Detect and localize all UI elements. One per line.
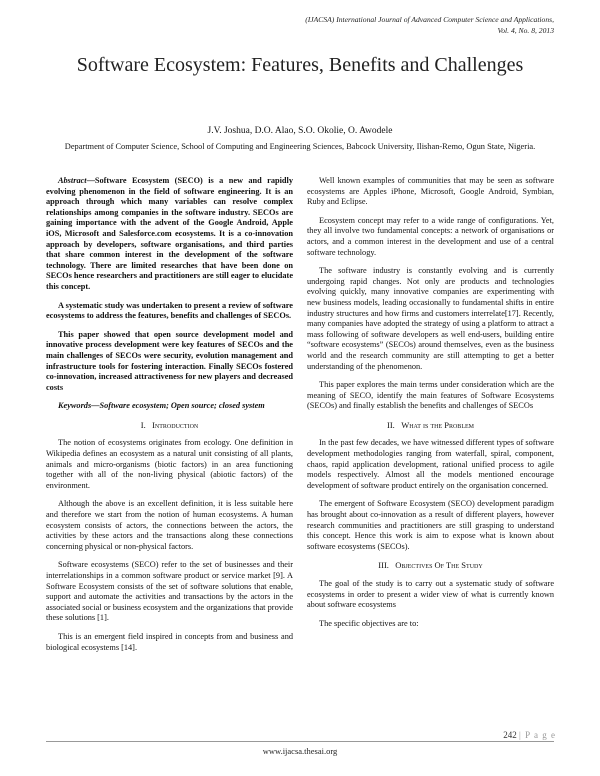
body-paragraph: In the past few decades, we have witnessed different types of software development methodologies ranging from waterfall, spiral, component, chaos, rapid application development, rational unified process to agile models respectively. Almost all the models mentioned encourage development of software product entirely on the organisation concerned. <box>307 438 554 490</box>
body-paragraph: This is an emergent field inspired in concepts from and business and biological ecosystems [14]. <box>46 631 293 652</box>
paper-title: Software Ecosystem: Features, Benefits and Challenges <box>76 54 524 76</box>
section-heading-introduction <box>46 420 293 431</box>
abstract-text: —Software Ecosystem (SECO) is a new and rapidly evolving phenomenon in the field of software engineering. It is an approach through which many variables can resolve complex relationships among companies in the software industry. SECOs are gaining importance with the advent of the Google Android, Apple iOS, Microsoft and Salesforce.com ecosystems. It is a co-innovation approach by developers, software organisations, and third parties that share common interest in the development of the software technology. There are limited researches that have been done on SECOs hence researchers and practitioners are still eager to elucidate this concept. <box>46 176 293 291</box>
page-number-value: 242 <box>503 730 517 740</box>
section-title: What is the Problem <box>401 419 474 430</box>
journal-volume: Vol. 4, No. 8, 2013 <box>497 26 554 35</box>
section-heading-problem <box>307 420 554 431</box>
abstract-paragraph-2: A systematic study was undertaken to present a review of software ecosystems to address the features, benefits and challenges of SECOs. <box>46 300 293 321</box>
body-paragraph: Software ecosystems (SECO) refer to the set of businesses and their interrelationships in a common software product or service market [9]. A Software Ecosystem consists of the set of software solutions that enable, support and automate the activities and transactions by the actors in the associated social or business ecosystem and the organizations that provide these solutions [1]. <box>46 560 293 623</box>
body-paragraph: The specific objectives are to: <box>319 618 419 628</box>
page-number <box>503 730 556 740</box>
body-paragraph: Ecosystem concept may refer to a wide range of configurations. Yet, they all involve two fundamental concepts: a network of organisations or actors, and a common interest in the development and use of a central software technology. <box>307 215 554 257</box>
body-paragraph: The emergent of Software Ecosystem (SECO) development paradigm has brought about co-innovation as a result of different players, however research communities and practitioners are still grasping to understand this concept. Hence this work is aim to expose what is known about software ecosystems (SECOs). <box>307 499 554 551</box>
journal-url: www.ijacsa.thesai.org <box>262 746 338 756</box>
body-paragraph: The notion of ecosystems originates from ecology. One definition in Wikipedia defines an ecosystem as a natural unit consisting of all plants, animals and micro-organisms (biotic factors) in an area functioning together with all of the non-living physical (abiotic factors) of the environment. <box>46 438 293 490</box>
section-number: II. <box>387 419 395 430</box>
body-paragraph: The software industry is constantly evolving and is currently undergoing rapid changes. Not only are products and technologies evolving quickly, many innovative companies are experimenting with new business models, leading occasionally to fundamental shifts in entire industry structures and how firms and customers interrelate[17]. Recently, many companies have adopted the strategy of using a platform to attract a mass following of software developers as well end-users, building entire “software ecosystems” (SECOs) around themselves, even as the business world and the research community are still attempting to get a better understanding of the phenomenon. <box>307 266 554 371</box>
body-paragraph: The goal of the study is to carry out a systematic study of software ecosystems in order to present a wider view of what is currently known about software ecosystems <box>307 579 554 610</box>
left-column <box>46 176 293 661</box>
affiliation: Department of Computer Science, School of Computing and Engineering Sciences, Babcock University, Ilishan-Remo, Ogun State, Nigeria. <box>64 142 536 151</box>
abstract-paragraph <box>46 176 293 293</box>
abstract-label: Abstract <box>58 176 87 185</box>
author-list: J.V. Joshua, D.O. Alao, S.O. Okolie, O. Awodele <box>207 126 393 136</box>
body-paragraph: Well known examples of communities that may be seen as software ecosystems are Apples iPhone, Microsoft, Google Android, Symbian, Ruby and Eclipse. <box>307 176 554 207</box>
section-number: I. <box>140 419 146 430</box>
abstract-paragraph-3: This paper showed that open source development model and innovative process development were key features of SECOs and the main challenges of SECOs were security, evolution management and infrastructure tools for fostering interaction. Finally SECOs fostered co-innovation, increased attractiveness for new players and decreased costs <box>46 329 293 392</box>
body-paragraph: This paper explores the main terms under consideration which are the meaning of SECO, identify the main features of Software Ecosystems (SECOs) and finally establish the benefits and challenges of SECOs <box>307 380 554 411</box>
section-title: Introduction <box>152 419 199 430</box>
page-label: | P a g e <box>519 730 556 740</box>
footer-divider <box>46 741 554 742</box>
keywords: Keywords—Software ecosystem; Open source; closed system <box>58 401 265 411</box>
section-number: III. <box>378 560 389 571</box>
section-title: Objectives Of The Study <box>395 560 483 571</box>
body-paragraph: Although the above is an excellent definition, it is less suitable here and therefore we start from the notion of human ecosystems. A human ecosystem consists of actors, the connections between the actors, the activities by these actors and the transactions along these connections concerning physical or non-physical factors. <box>46 499 293 551</box>
journal-header <box>305 14 554 36</box>
right-column <box>307 176 554 637</box>
journal-name: (IJACSA) International Journal of Advanced Computer Science and Applications, <box>305 15 554 24</box>
section-heading-objectives <box>307 560 554 571</box>
